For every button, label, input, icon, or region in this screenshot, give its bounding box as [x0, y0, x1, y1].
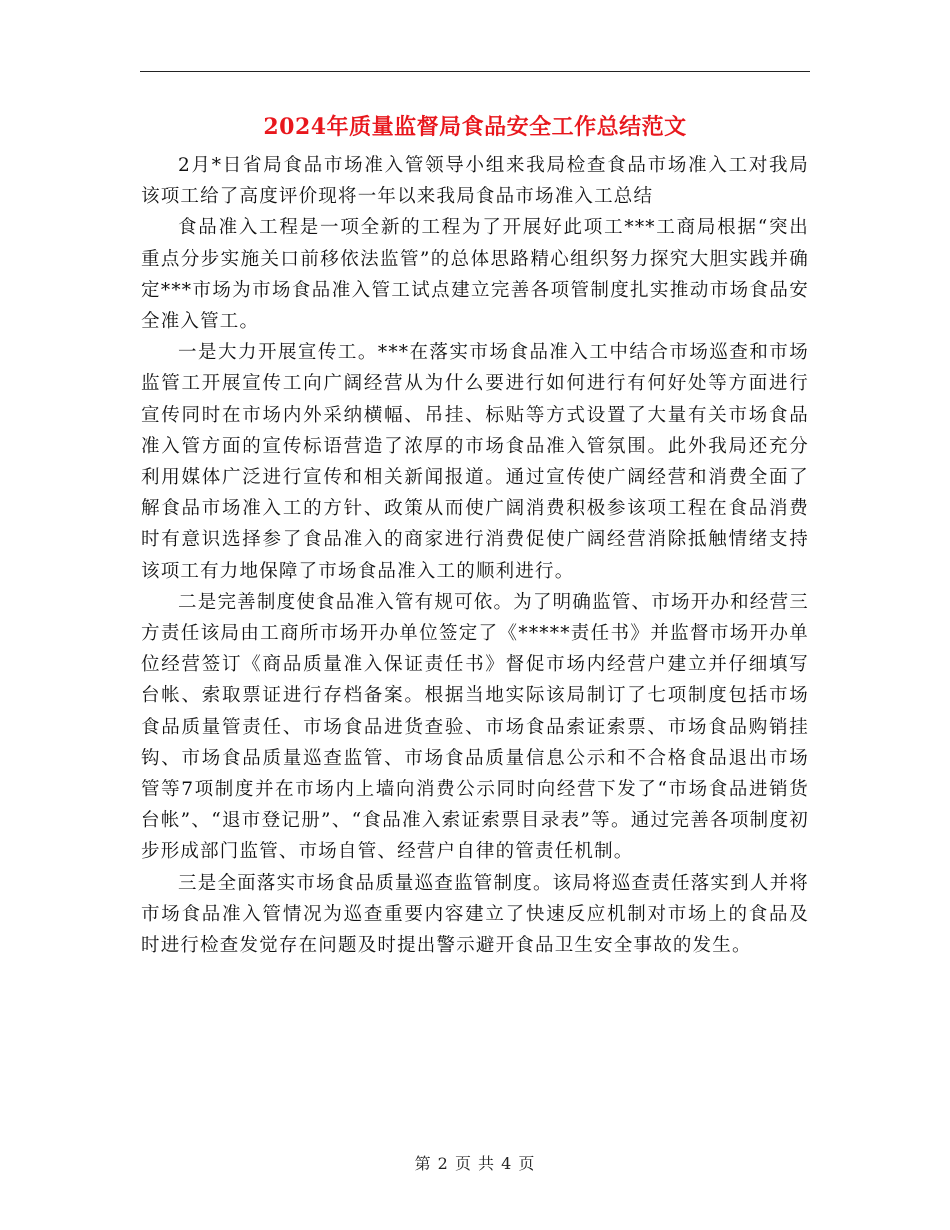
paragraph-regulations: 二是完善制度使食品准入管有规可依。为了明确监管、市场开办和经营三方责任该局由工商所市场开办单位签定了《*****责任书》并监督市场开办单位经营签订《商品质量准入保证责任书》督促市场内经营户建立并仔细填写台帐、索取票证进行存档备案。根据当地实际该局制订了七项制度包括市场食品质量管责任、市场食品进货查验、市场食品索证索票、市场食品购销挂钩、市场食品质量巡查监管、市场食品质量信息公示和不合格食品退出市场管等7项制度并在市场内上墙向消费公示同时向经营下发了“市场食品进销货台帐”、“退市登记册”、“食品准入索证索票目录表”等。通过完善各项制度初步形成部门监管、市场自管、经营户自律的管责任机制。 — [141, 591, 809, 863]
header-rule — [140, 71, 810, 72]
paragraph-publicity: 一是大力开展宣传工。***在落实市场食品准入工中结合市场巡查和市场监管工开展宣传工向广阔经营从为什么要进行如何进行有何好处等方面进行宣传同时在市场内外采纳横幅、吊挂、标贴等方式设置了大量有关市场食品准入管方面的宣传标语营造了浓厚的市场食品准入管氛围。此外我局还充分利用媒体广泛进行宣传和相关新闻报道。通过宣传使广阔经营和消费全面了解食品市场准入工的方针、政策从而使广阔消费积极参该项工程在食品消费时有意识选择参了食品准入的商家进行消费促使广阔经营消除抵触情绪支持该项工有力地保障了市场食品准入工的顺利进行。 — [141, 342, 809, 582]
body-text — [141, 150, 809, 961]
paragraph-overview: 食品准入工程是一项全新的工程为了开展好此项工***工商局根据“突出重点分步实施关口前移依法监管”的总体思路精心组织努力探究大胆实践并确定***市场为市场食品准入管工试点建立完善各项管制度扎实推动市场食品安全准入管工。 — [141, 217, 809, 333]
page-footer: 第 2 页 共 4 页 — [414, 1154, 536, 1173]
page-title: 2024年质量监督局食品安全工作总结范文 — [263, 114, 687, 140]
paragraph-intro: 2月*日省局食品市场准入管领导小组来我局检查食品市场准入工对我局该项工给了高度评价现将一年以来我局食品市场准入工总结 — [141, 155, 809, 208]
paragraph-inspection: 三是全面落实市场食品质量巡查监管制度。该局将巡查责任落实到人并将市场食品准入管情况为巡查重要内容建立了快速反应机制对市场上的食品及时进行检查发觉存在问题及时提出警示避开食品卫生安全事故的发生。 — [141, 872, 809, 957]
